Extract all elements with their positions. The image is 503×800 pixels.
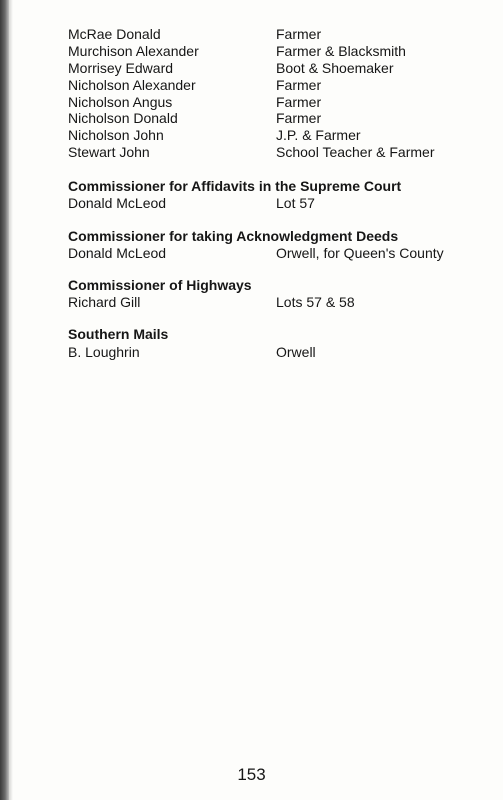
- resident-name: Nicholson Donald: [68, 110, 178, 126]
- section-heading: Commissioner for taking Acknowledgment Deeds: [68, 228, 399, 244]
- resident-name: McRae Donald: [68, 26, 161, 42]
- section-detail: Lot 57: [276, 195, 315, 211]
- resident-name: Morrisey Edward: [68, 60, 174, 76]
- section-detail: Orwell: [276, 344, 316, 360]
- resident-name: Nicholson Angus: [68, 94, 173, 110]
- section-person: Donald McLeod: [68, 195, 167, 211]
- resident-name: Murchison Alexander: [68, 43, 199, 59]
- resident-occupation: Farmer: [276, 94, 322, 110]
- section-heading: Southern Mails: [68, 326, 169, 342]
- resident-occupation: Farmer: [276, 26, 322, 42]
- section-person: Richard Gill: [68, 294, 141, 310]
- page-number: 153: [237, 765, 266, 784]
- section-person: Donald McLeod: [68, 245, 167, 261]
- resident-occupation: Farmer: [276, 110, 322, 126]
- section-detail: Orwell, for Queen's County: [276, 245, 444, 261]
- section-heading: Commissioner of Highways: [68, 277, 252, 293]
- resident-occupation: J.P. & Farmer: [276, 127, 361, 143]
- resident-name: Stewart John: [68, 144, 150, 160]
- resident-occupation: Farmer: [276, 77, 322, 93]
- resident-occupation: Boot & Shoemaker: [276, 60, 394, 76]
- resident-name: Nicholson John: [68, 127, 164, 143]
- section-heading: Commissioner for Affidavits in the Supreme Court: [68, 178, 402, 194]
- resident-occupation: School Teacher & Farmer: [276, 144, 435, 160]
- resident-name: Nicholson Alexander: [68, 77, 196, 93]
- resident-occupation: Farmer & Blacksmith: [276, 43, 406, 59]
- section-detail: Lots 57 & 58: [276, 294, 355, 310]
- section-person: B. Loughrin: [68, 344, 140, 360]
